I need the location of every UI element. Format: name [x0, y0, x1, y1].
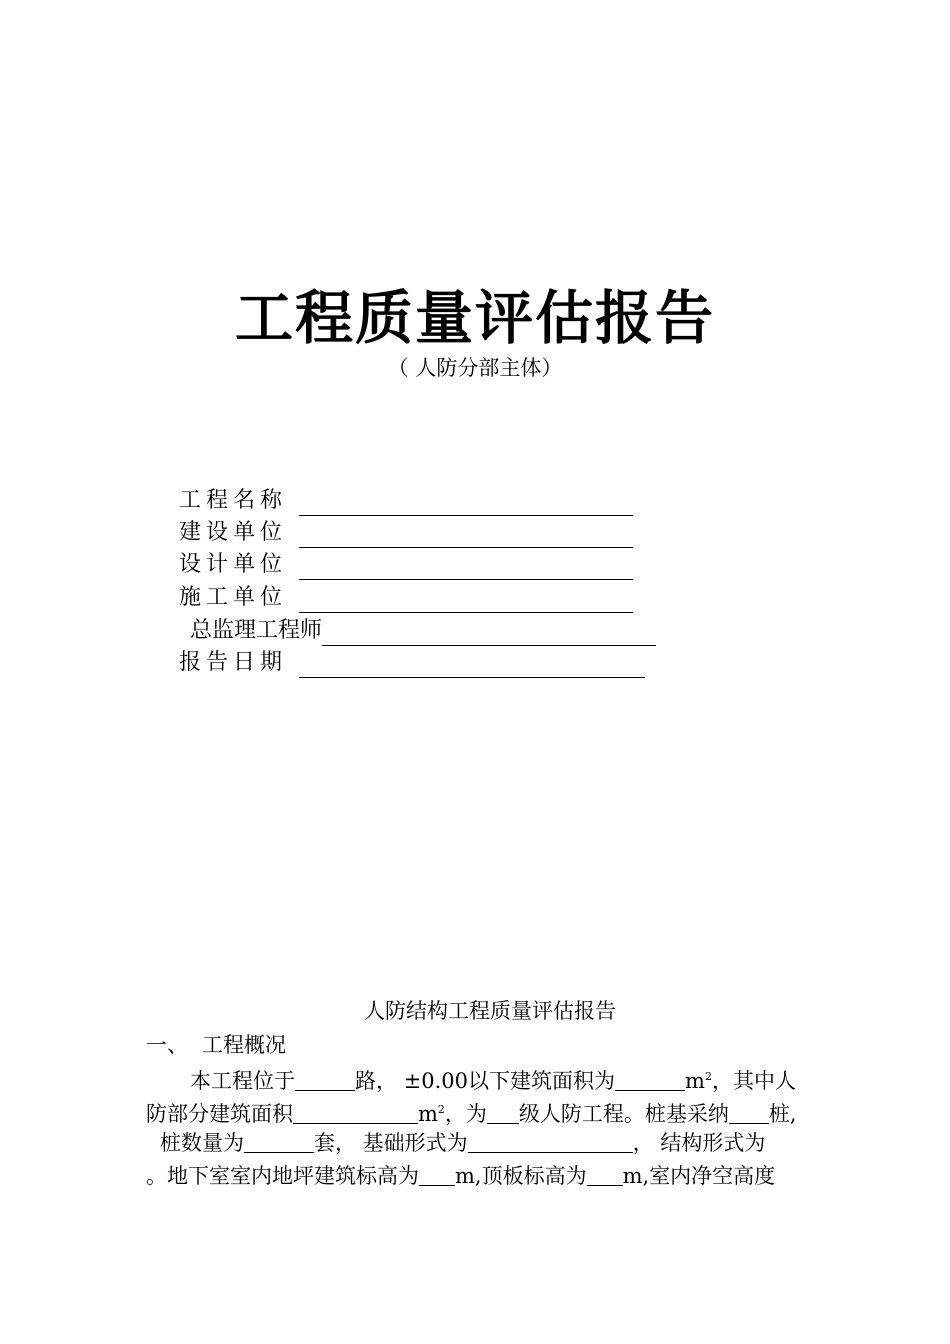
text-span: ， 结构形式为 [632, 1131, 766, 1155]
text-span: m [685, 1069, 705, 1093]
heading-text: 工程概况 [202, 1033, 286, 1057]
field-label: 设计单位 [179, 552, 288, 577]
field-design-unit [179, 550, 633, 580]
text-span: 本工程位于 [190, 1069, 295, 1093]
text-span: m,室内净空高度 [622, 1164, 776, 1188]
text-span: 级人防工程。桩基采纳 [518, 1102, 729, 1126]
field-construction-unit [179, 518, 633, 548]
field-label: 报告日期 [179, 650, 288, 675]
text-span: 路， ±0.00以下建筑面积为 [355, 1069, 616, 1093]
text-span: 防部分建筑面积 [146, 1102, 293, 1126]
report-subtitle: （ 人防分部主体） [387, 356, 563, 380]
field-blank-line [299, 588, 633, 613]
field-blank-line [299, 523, 633, 548]
text-span: ，为 [444, 1102, 487, 1126]
fill-blank [295, 1068, 355, 1091]
fill-blank [293, 1101, 418, 1124]
paragraph-line-3 [160, 1128, 836, 1158]
heading-project-overview [146, 1030, 286, 1060]
heading-number: 一、 [146, 1033, 188, 1057]
field-label: 工程名称 [179, 488, 288, 513]
field-label: 施工单位 [179, 585, 288, 610]
field-report-date [179, 648, 645, 678]
field-blank-line [299, 653, 645, 678]
fill-blank [244, 1130, 314, 1153]
field-label: 总监理工程师 [190, 618, 323, 643]
paragraph-line-4 [146, 1161, 836, 1191]
paragraph-line-1 [190, 1062, 836, 1096]
field-project-name [179, 486, 633, 516]
section-title: 人防结构工程质量评估报告 [364, 999, 616, 1023]
field-blank-line [299, 555, 633, 580]
superscript: 2 [437, 1103, 445, 1116]
text-span: 桩数量为 [160, 1131, 244, 1155]
paragraph-line-2 [146, 1095, 836, 1129]
text-span: 桩, [768, 1102, 797, 1126]
fill-blank [419, 1163, 455, 1186]
text-span: 套， 基础形式为 [314, 1131, 468, 1155]
fill-blank [587, 1163, 623, 1186]
field-blank-line [299, 491, 633, 516]
field-blank-line [322, 621, 656, 646]
fill-blank [468, 1130, 633, 1153]
fill-blank [487, 1101, 519, 1124]
superscript: 2 [704, 1070, 712, 1083]
field-contractor [179, 583, 633, 613]
fill-blank [615, 1068, 685, 1091]
report-title: 工程质量评估报告 [234, 284, 715, 352]
field-chief-supervisor [190, 616, 656, 646]
text-span: m,顶板标高为 [455, 1164, 587, 1188]
text-span: m [418, 1102, 438, 1126]
text-span: ，其中人 [711, 1069, 796, 1093]
text-span: 。地下室室内地坪建筑标高为 [146, 1164, 419, 1188]
fill-blank [729, 1101, 769, 1124]
field-label: 建设单位 [179, 520, 288, 545]
